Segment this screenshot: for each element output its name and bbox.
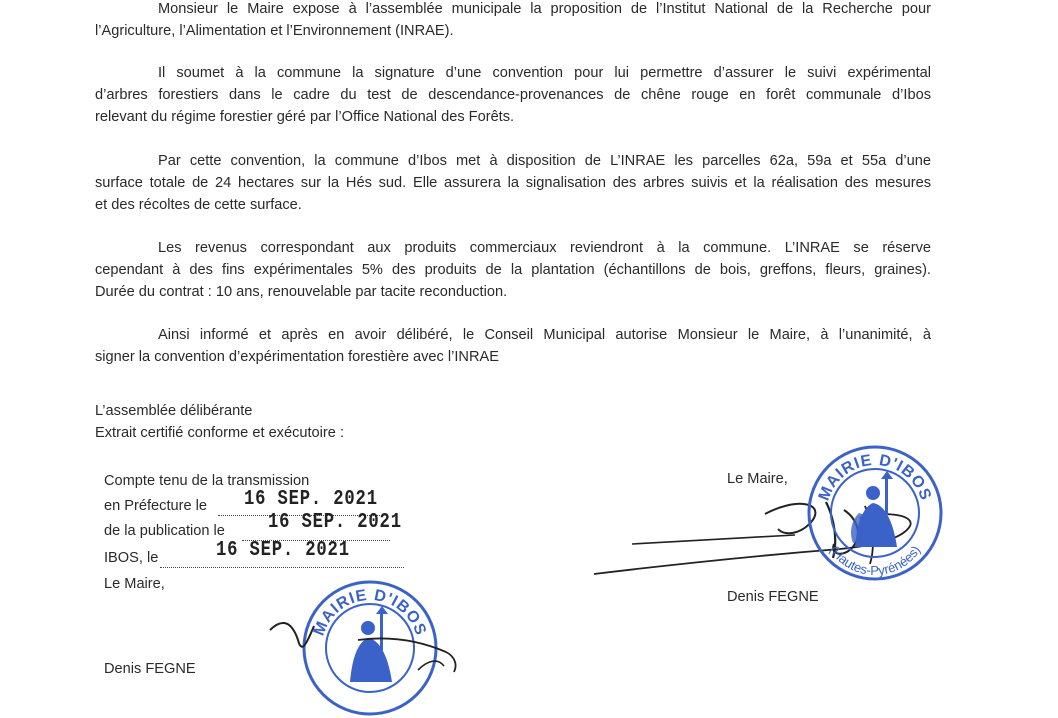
paragraph-convention bbox=[95, 62, 931, 128]
maire-name-right: Denis FEGNE bbox=[727, 589, 819, 605]
text-line: surface totale de 24 hectares sur la Hés sud. Elle assurera la signalisation des arbres suivis et la réalisation des mesures bbox=[95, 175, 931, 191]
text-line: Durée du contrat : 10 ans, renouvelable par tacite reconduction. bbox=[95, 284, 508, 300]
ibos-label: IBOS, le bbox=[104, 550, 159, 566]
text-line: Ainsi informé et après en avoir délibéré, le Conseil Municipal autorise Monsieur le Maire, à l’unanimité, à bbox=[158, 327, 931, 343]
publication-date-stamp: 16 SEP. 2021 bbox=[268, 511, 402, 534]
paragraph-revenus bbox=[95, 237, 931, 303]
paragraph-parcelles bbox=[95, 150, 931, 216]
paragraph-deliberation bbox=[95, 324, 931, 368]
text-line: signer la convention d’expérimentation forestière avec l’INRAE bbox=[95, 349, 499, 365]
transmission-label: Compte tenu de la transmission bbox=[104, 473, 310, 489]
text-line: et des récoltes de cette surface. bbox=[95, 197, 302, 213]
publication-label: de la publication le bbox=[104, 523, 225, 539]
text-line: Il soumet à la commune la signature d’une convention pour lui permettre d’assurer le suivi expérimental bbox=[158, 65, 931, 81]
mairie-stamp-right bbox=[805, 443, 945, 583]
ibos-date-stamp: 16 SEP. 2021 bbox=[216, 539, 350, 562]
stamp-top-text: MAIRIE D'IBOS bbox=[815, 451, 935, 504]
stamp-top-text: MAIRIE D'IBOS bbox=[310, 586, 430, 639]
maire-name-left: Denis FEGNE bbox=[104, 661, 196, 677]
text-line: l’Agriculture, l’Alimentation et l’Environnement (INRAE). bbox=[95, 23, 454, 39]
extract-label: Extrait certifié conforme et exécutoire : bbox=[95, 425, 345, 441]
marianne-icon bbox=[851, 471, 897, 547]
signature-left bbox=[268, 600, 468, 675]
text-line: Par cette convention, la commune d’Ibos met à disposition de L’INRAE les parcelles 62a, 59a et 55a d’une bbox=[158, 153, 931, 169]
stamp-bottom-text: (Hautes-Pyrénées) bbox=[826, 542, 924, 579]
text-line: d’arbres forestiers dans le cadre du test de descendance-provenances de chêne rouge en forêt communale d’Ibos bbox=[95, 87, 931, 103]
paragraph-proposition bbox=[95, 0, 931, 42]
assembly-label: L’assemblée délibérante bbox=[95, 403, 253, 419]
text-line: Les revenus correspondant aux produits commerciaux reviendront à la commune. L’INRAE se réserve bbox=[158, 240, 931, 256]
maire-title-right: Le Maire, bbox=[727, 471, 788, 487]
text-line: cependant à des fins expérimentales 5% des produits de la plantation (échantillons de bois, greffons, fleurs, graines). bbox=[95, 262, 931, 278]
maire-label-left: Le Maire, bbox=[104, 576, 165, 592]
prefecture-date-stamp: 16 SEP. 2021 bbox=[244, 488, 378, 511]
prefecture-label: en Préfecture le bbox=[104, 498, 208, 514]
text-line: Monsieur le Maire expose à l’assemblée municipale la proposition de l’Institut National de la Recherche pour bbox=[158, 1, 931, 17]
text-line: relevant du régime forestier géré par l’Office National des Forêts. bbox=[95, 109, 515, 125]
